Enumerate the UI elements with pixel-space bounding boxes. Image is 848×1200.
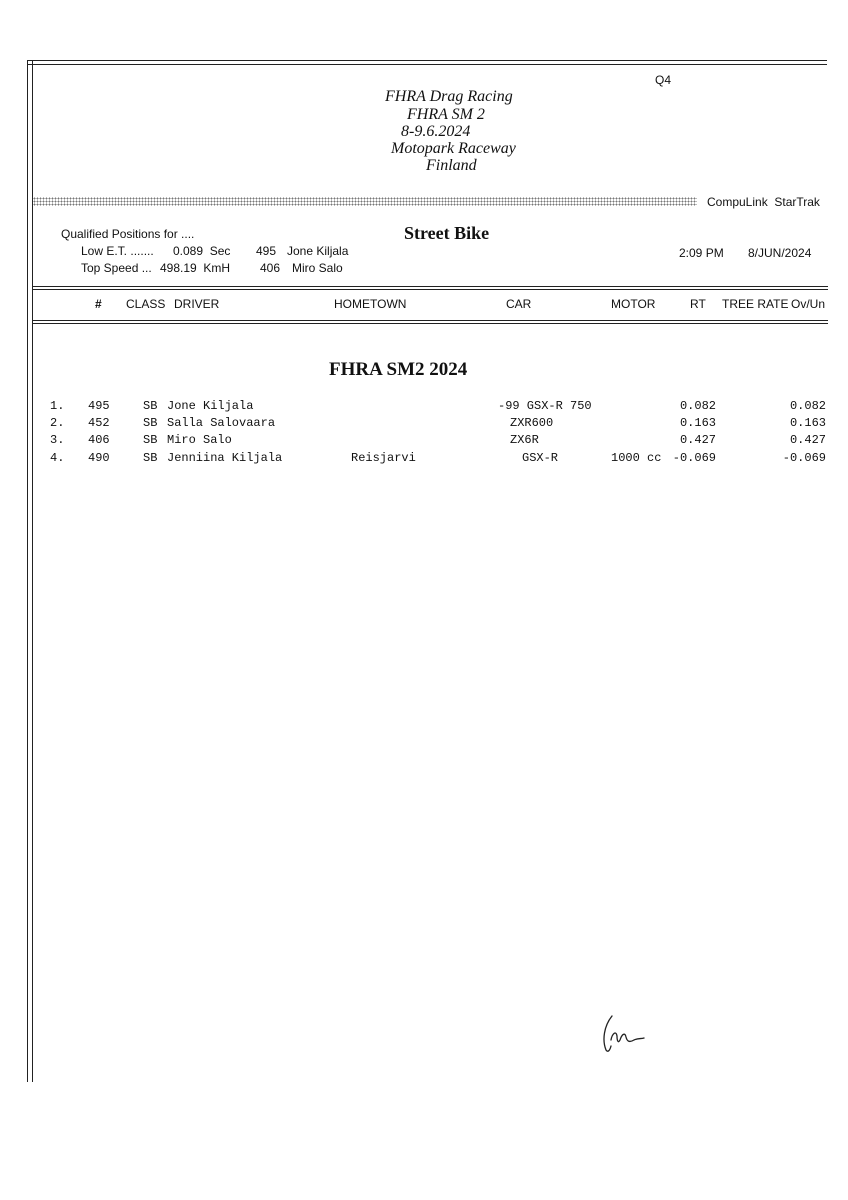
title-line-2: FHRA SM 2 — [407, 106, 485, 123]
col-number: # — [95, 297, 102, 311]
row-class: SB — [143, 433, 158, 447]
title-line-3: 8-9.6.2024 — [401, 123, 471, 140]
row-rt: 0.082 — [679, 399, 716, 413]
class-title: Street Bike — [404, 223, 490, 243]
row-position: 4. — [50, 451, 65, 465]
col-ov-un: Ov/Un — [791, 297, 826, 311]
low-et-number: 495 — [256, 244, 277, 258]
col-class: CLASS — [126, 297, 166, 311]
row-rt: 0.163 — [679, 416, 716, 430]
col-rt: RT — [690, 297, 706, 311]
row-number: 495 — [88, 399, 110, 413]
title-line-4: Motopark Raceway — [391, 140, 516, 157]
row-motor: 1000 cc — [611, 451, 662, 465]
row-position: 3. — [50, 433, 65, 447]
title-line-5: Finland — [426, 157, 477, 174]
row-car: GSX-R — [522, 451, 559, 465]
row-number: 452 — [88, 416, 110, 430]
signature-icon — [598, 1010, 648, 1056]
left-border-inner — [32, 60, 33, 1082]
header-bottom-rule-2 — [32, 323, 828, 324]
separator-band — [33, 197, 697, 206]
row-car: ZX6R — [510, 433, 539, 447]
row-rt: -0.069 — [672, 451, 716, 465]
row-class: SB — [143, 399, 158, 413]
section-title: FHRA SM2 2024 — [329, 359, 468, 380]
low-et-driver: Jone Kiljala — [287, 244, 349, 258]
row-ov-un: 0.082 — [789, 399, 826, 413]
report-code: Q4 — [655, 73, 672, 87]
row-driver: Jone Kiljala — [167, 399, 254, 413]
top-border-2 — [27, 64, 827, 65]
col-hometown: HOMETOWN — [334, 297, 407, 311]
top-border — [27, 60, 827, 61]
title-line-1: FHRA Drag Racing — [385, 88, 513, 105]
header-bottom-rule — [32, 320, 828, 321]
row-ov-un: 0.163 — [789, 416, 826, 430]
left-border-outer — [27, 60, 28, 1082]
row-ov-un: -0.069 — [782, 451, 826, 465]
row-hometown: Reisjarvi — [351, 451, 416, 465]
top-speed-driver: Miro Salo — [292, 261, 343, 275]
row-driver: Miro Salo — [167, 433, 232, 447]
top-speed-value: 498.19 KmH — [160, 261, 231, 275]
row-driver: Jenniina Kiljala — [167, 451, 283, 465]
row-number: 490 — [88, 451, 110, 465]
row-position: 2. — [50, 416, 65, 430]
row-number: 406 — [88, 433, 110, 447]
row-class: SB — [143, 451, 158, 465]
top-speed-label: Top Speed ... — [81, 261, 152, 275]
low-et-label: Low E.T. ....... — [81, 244, 154, 258]
col-driver: DRIVER — [174, 297, 220, 311]
low-et-value: 0.089 Sec — [173, 244, 231, 258]
top-speed-number: 406 — [260, 261, 281, 275]
col-car: CAR — [506, 297, 532, 311]
header-top-rule-2 — [32, 289, 828, 290]
col-motor: MOTOR — [611, 297, 656, 311]
row-rt: 0.427 — [679, 433, 716, 447]
header-top-rule — [32, 286, 828, 287]
report-date: 8/JUN/2024 — [748, 246, 812, 260]
report-time: 2:09 PM — [679, 246, 724, 260]
row-ov-un: 0.427 — [789, 433, 826, 447]
col-tree-rate: TREE RATE — [722, 297, 789, 311]
system-name: CompuLink StarTrak — [707, 195, 820, 209]
row-class: SB — [143, 416, 158, 430]
qualified-label: Qualified Positions for .... — [61, 227, 195, 241]
row-driver: Salla Salovaara — [167, 416, 276, 430]
row-car: ZXR600 — [510, 416, 554, 430]
row-position: 1. — [50, 399, 65, 413]
row-car: -99 GSX-R 750 — [498, 399, 592, 413]
